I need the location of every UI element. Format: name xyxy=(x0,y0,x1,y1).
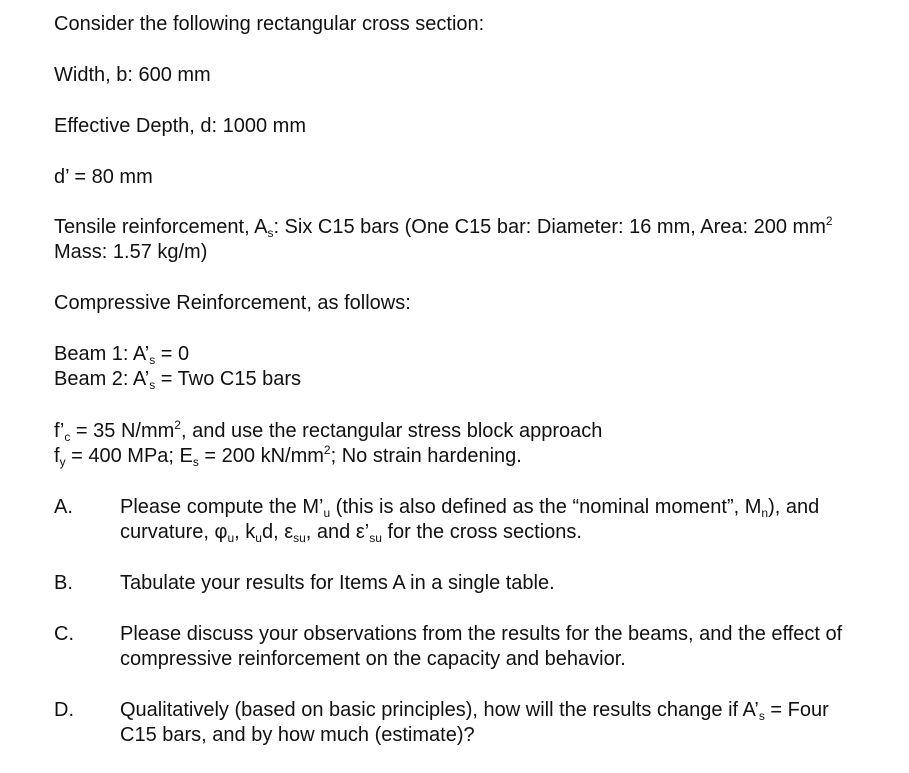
item-d-line1: Qualitatively (based on basic principles), how will the results change if $A’_s$ = Four xyxy=(120,699,829,723)
width-spec: Width, b: 600 mm xyxy=(54,64,211,86)
item-c-line1: Please discuss your observations from the results for the beams, and the effect of xyxy=(120,623,843,645)
beam2-spec: Beam 2: $A’_s$ = Two C15 bars xyxy=(54,368,302,392)
concrete-strength-spec: $f’_c = 35$ $N/mm^2$, and use the rectangular stress block approach xyxy=(54,418,603,444)
item-d-label: D. xyxy=(54,699,74,721)
item-b-text: Tabulate your results for Items A in a single table. xyxy=(120,572,555,594)
item-d-line2: C15 bars, and by how much (estimate)? xyxy=(120,724,475,746)
item-a-line2: curvature, $\varphi_u$, $k_ud$, $\varepsilon_{su}$, and $\varepsilon’_{su}$ for the cross sections. xyxy=(120,521,582,545)
tensile-reinforcement-line2: Mass: 1.57 kg/m) xyxy=(54,241,208,263)
item-b-label: B. xyxy=(54,572,73,594)
intro-text: Consider the following rectangular cross section: xyxy=(54,13,485,35)
item-c-label: C. xyxy=(54,623,74,645)
tensile-reinforcement-line1: Tensile reinforcement, $A_s$: Six C15 bars (One C15 bar: Diameter: 16 mm, Area: 200 $mm^2$ xyxy=(54,214,833,240)
item-c-line2: compressive reinforcement on the capacity and behavior. xyxy=(120,648,626,670)
beam1-spec: Beam 1: $A’_s = 0$ xyxy=(54,343,190,367)
steel-properties-spec: $f_y = 400$ MPa; $E_s = 200$ $kN/mm^2$; No strain hardening. xyxy=(54,443,522,469)
effective-depth-spec: Effective Depth, d: 1000 mm xyxy=(54,115,306,137)
compressive-heading: Compressive Reinforcement, as follows: xyxy=(54,292,411,314)
item-a-line1: Please compute the $M’_u$ (this is also defined as the “nominal moment”, $M_n$), and xyxy=(120,496,820,520)
item-a-label: A. xyxy=(54,496,73,518)
d-prime-spec: d’ = 80 mm xyxy=(54,166,153,188)
